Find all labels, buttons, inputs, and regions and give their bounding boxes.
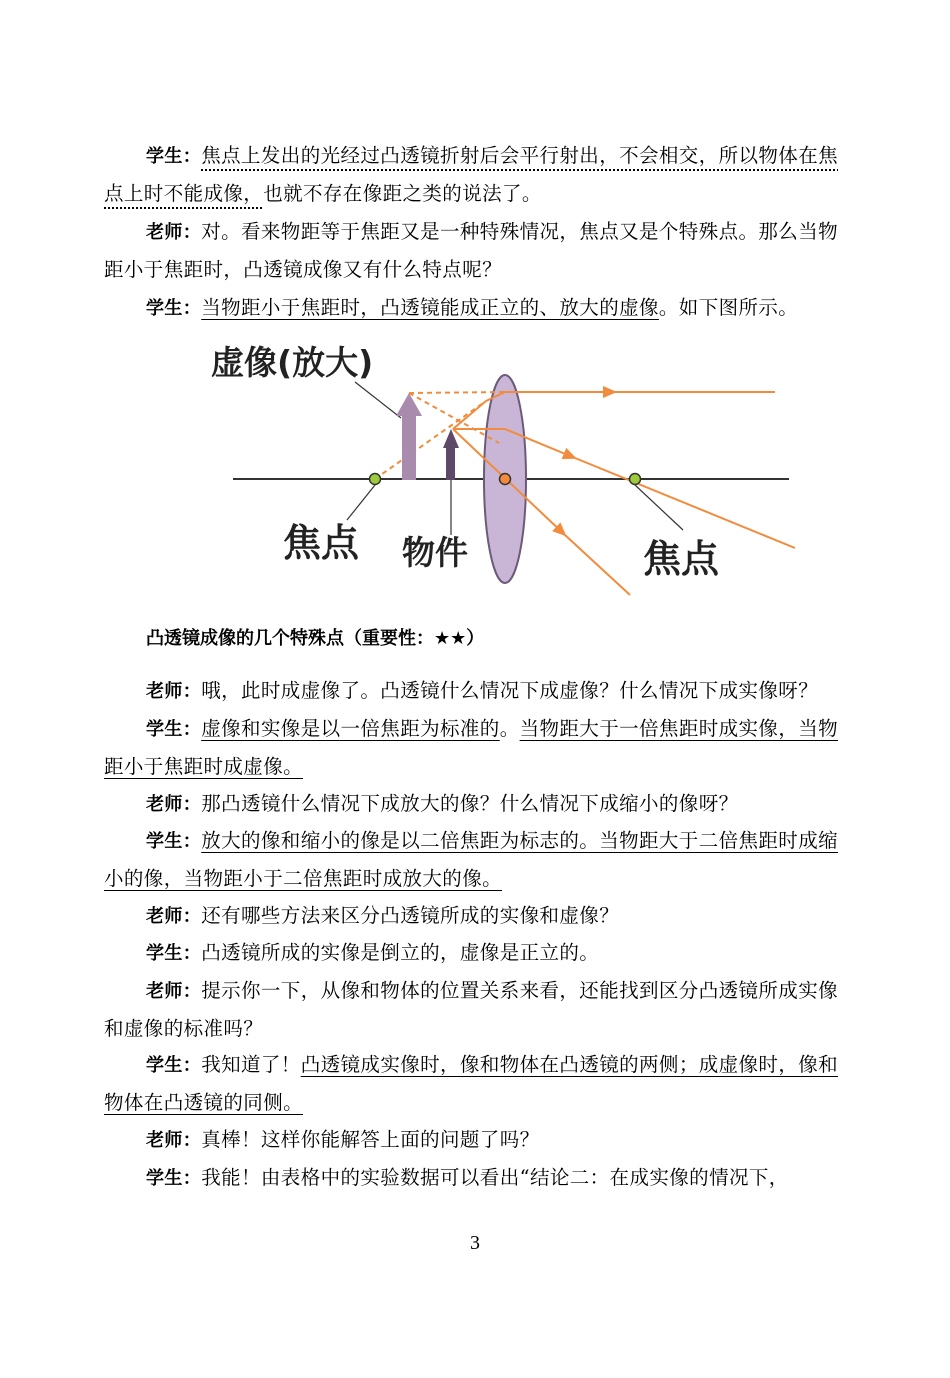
dialogue-text: 。如下图所示。 xyxy=(658,296,799,319)
dialogue-teacher-1 xyxy=(104,213,850,288)
dialogue-teacher-6 xyxy=(104,1121,850,1159)
speaker-teacher: 老师： xyxy=(146,1130,202,1151)
dialogue-text: 哦，此时成虚像了。凸透镜什么情况下成虚像？什么情况下成实像呀？ xyxy=(201,679,819,702)
focal-point-right xyxy=(630,474,641,485)
dialogue-teacher-2 xyxy=(104,672,850,710)
speaker-teacher: 老师： xyxy=(146,794,202,815)
optical-center xyxy=(500,474,511,485)
dialogue-text: 那凸透镜什么情况下成放大的像？什么情况下成缩小的像呀？ xyxy=(201,792,739,815)
underlined-text: 虚像和实像是以一倍焦距为标准的 xyxy=(201,717,500,740)
dialogue-student-2 xyxy=(104,289,850,327)
dialogue-text: 还有哪些方法来区分凸透镜所成的实像和虚像？ xyxy=(201,904,620,927)
dialogue-text: 我知道了！ xyxy=(201,1053,301,1076)
virtual-image-label: 虚像(放大) xyxy=(211,343,374,382)
dialogue-teacher-5 xyxy=(104,972,850,1047)
virtual-image-arrow xyxy=(396,393,422,480)
dialogue-teacher-4 xyxy=(104,897,850,935)
convex-lens-virtual-image-diagram xyxy=(205,330,805,605)
dialogue-student-4 xyxy=(104,822,850,897)
speaker-student: 学生： xyxy=(146,146,202,167)
focus-left-label: 焦点 xyxy=(283,521,360,565)
section-subheading: 凸透镜成像的几个特殊点（重要性：★★） xyxy=(146,628,485,649)
emphasized-text: 焦点上发出的光经过凸透镜折射后会平行射出，不会相交，所以物体在焦点上时不能成像， xyxy=(104,144,839,205)
speaker-teacher: 老师： xyxy=(146,222,202,243)
underlined-text: 当物距小于焦距时，凸透镜能成正立的、放大的虚像 xyxy=(201,296,659,319)
dialogue-text: 我能！由表格中的实验数据可以看出“结论二：在成实像的情况下， xyxy=(201,1166,789,1189)
dialogue-teacher-3 xyxy=(104,785,850,823)
dialogue-text: 。 xyxy=(499,717,520,740)
dialogue-text: 凸透镜所成的实像是倒立的，虚像是正立的。 xyxy=(201,941,600,964)
page-number: 3 xyxy=(470,1232,480,1254)
focus-left-pointer xyxy=(347,485,375,520)
object-arrow xyxy=(443,429,459,480)
speaker-teacher: 老师： xyxy=(146,681,202,702)
underlined-text: 当物距大于一倍焦距时成实像，当物距小于焦距时成虚像。 xyxy=(104,717,839,778)
focal-point-left xyxy=(370,474,381,485)
speaker-student: 学生： xyxy=(146,298,202,319)
dialogue-text: 也就不存在像距之类的说法了。 xyxy=(263,182,542,205)
speaker-student: 学生： xyxy=(146,1168,202,1189)
dialogue-text: 提示你一下，从像和物体的位置关系来看，还能找到区分凸透镜所成实像和虚像的标准吗？ xyxy=(104,979,839,1040)
dialogue-text: 真棒！这样你能解答上面的问题了吗？ xyxy=(201,1128,540,1151)
speaker-student: 学生： xyxy=(146,719,202,740)
focus-right-label: 焦点 xyxy=(643,537,720,581)
dialogue-student-7 xyxy=(104,1159,850,1197)
speaker-teacher: 老师： xyxy=(146,906,202,927)
underlined-text: 放大的像和缩小的像是以二倍焦距为标志的。当物距大于二倍焦距时成缩小的像，当物距小于二倍焦距时成放大的像。 xyxy=(104,829,839,890)
speaker-teacher: 老师： xyxy=(146,981,202,1002)
underlined-text: 凸透镜成实像时，像和物体在凸透镜的两侧；成虚像时，像和物体在凸透镜的同侧。 xyxy=(104,1053,839,1114)
dialogue-student-5 xyxy=(104,934,850,972)
speaker-student: 学生： xyxy=(146,1055,202,1076)
dialogue-student-3 xyxy=(104,710,850,785)
label-pointer-line xyxy=(355,382,401,418)
speaker-student: 学生： xyxy=(146,943,202,964)
object-label: 物件 xyxy=(402,533,468,572)
dialogue-text: 对。看来物距等于焦距又是一种特殊情况，焦点又是个特殊点。那么当物距小于焦距时，凸透镜成像又有什么特点呢？ xyxy=(104,220,839,281)
dialogue-student-6 xyxy=(104,1046,850,1121)
speaker-student: 学生： xyxy=(146,831,202,852)
dialogue-student-1 xyxy=(104,137,850,212)
